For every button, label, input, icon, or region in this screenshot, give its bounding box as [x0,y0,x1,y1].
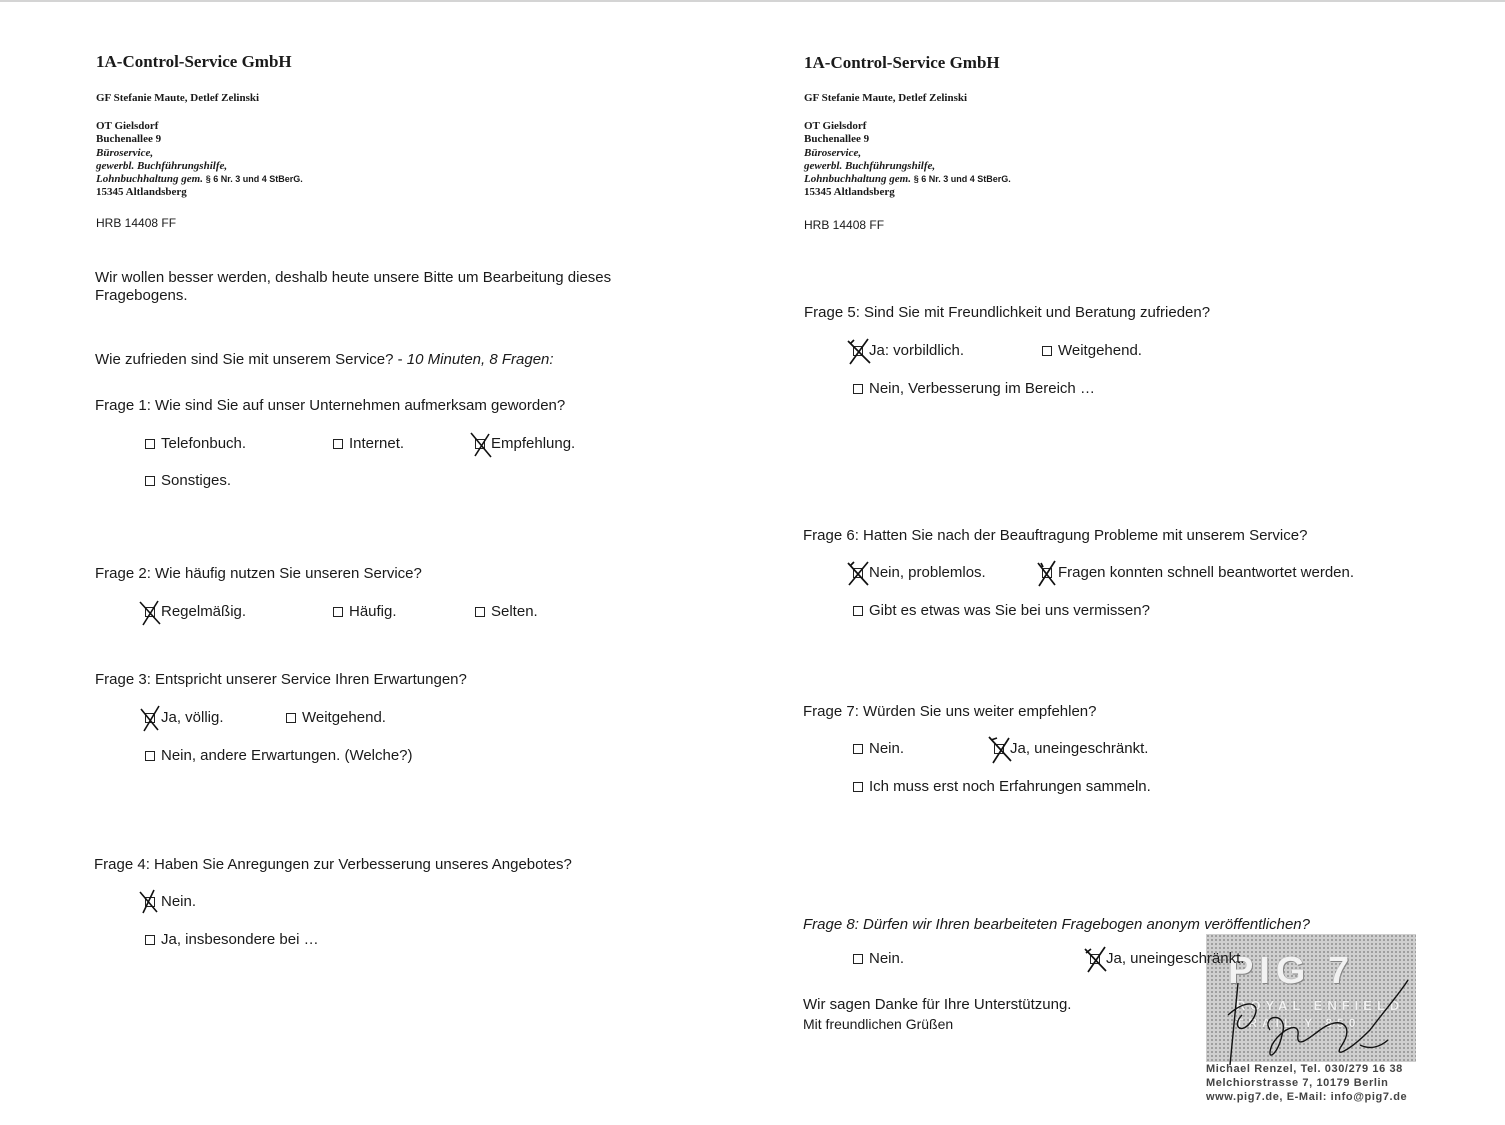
stamp-subtitle-2: TRAIL Y 850 [1236,1016,1361,1030]
q7-option-ja-uneingeschraenkt[interactable] [994,740,1148,757]
stamp-logo: PIG 7 [1228,950,1356,992]
q3-option-weitgehend[interactable] [286,709,386,726]
closing-greeting: Mit freundlichen Grüßen [803,1016,954,1032]
checked-checkbox-icon[interactable] [475,439,485,449]
company-address [96,120,303,200]
option-label: Nein, andere Erwartungen. (Welche?) [161,747,413,764]
q4-option-nein[interactable] [145,893,196,910]
address-line: Buchenallee 9 [804,133,870,146]
address-line: OT Gielsdorf [96,120,159,132]
option-label: Regelmäßig. [161,603,247,620]
cross-mark-icon [848,561,872,587]
cross-mark-icon [1085,947,1109,973]
checked-checkbox-icon[interactable] [1042,568,1052,578]
service-line: Lohnbuchhaltung gem. [804,173,911,186]
question-6: Frage 6: Hatten Sie nach der Beauftragung Probleme mit unserem Service? [803,527,1308,544]
cross-mark-icon [989,737,1015,763]
checkbox-icon[interactable] [145,935,155,945]
option-label: Ja: vorbildlich. [869,342,965,359]
option-label: Ja, uneingeschränkt. [1010,740,1149,757]
q1-option-sonstiges[interactable] [145,472,231,489]
checkbox-icon[interactable] [145,439,155,449]
checkbox-icon[interactable] [853,954,863,964]
q7-option-erfahrungen[interactable] [853,778,1151,795]
checkbox-icon[interactable] [1042,346,1052,356]
survey-title [95,351,554,368]
q2-option-regelmaessig[interactable] [145,603,246,620]
survey-title-main: Wie zufrieden sind Sie mit unserem Service? - [95,351,407,368]
q2-option-selten[interactable] [475,603,538,620]
law-reference: § 6 Nr. 3 und 4 StBerG. [913,174,1011,185]
company-name: 1A-Control-Service GmbH [96,52,292,71]
option-label: Telefonbuch. [161,435,247,452]
q5-option-ja-vorbildlich[interactable] [853,342,964,359]
option-label: Internet. [349,435,405,452]
question-2: Frage 2: Wie häufig nutzen Sie unseren Service? [95,565,422,582]
question-3: Frage 3: Entspricht unserer Service Ihren Erwartungen? [95,671,467,688]
survey-title-duration: 10 Minuten, 8 Fragen: [406,351,554,368]
company-address-right [804,120,1011,200]
q1-option-telefonbuch[interactable] [145,435,246,452]
service-line: Büroservice, [96,146,154,159]
scan-top-edge [0,0,1505,2]
register-number: HRB 14408 FF [96,216,177,230]
checked-checkbox-icon[interactable] [853,568,863,578]
checkbox-icon[interactable] [286,713,296,723]
stamp-address-line: Melchiorstrasse 7, 10179 Berlin [1206,1077,1389,1089]
register-number-right: HRB 14408 FF [804,218,885,232]
intro-text: Wir wollen besser werden, deshalb heute unsere Bitte um Bearbeitung dieses Fragebogens. [95,269,612,304]
cross-mark-icon [470,432,494,458]
question-7: Frage 7: Würden Sie uns weiter empfehlen? [803,703,1097,720]
option-label: Sonstiges. [161,472,232,489]
option-label: Nein, Verbesserung im Bereich … [869,380,1095,397]
option-label: Ja, völlig. [161,709,224,726]
checked-checkbox-icon[interactable] [145,897,155,907]
option-label: Nein, problemlos. [869,564,986,581]
q4-option-ja[interactable] [145,931,319,948]
cross-mark-icon [848,339,872,365]
q6-option-nein-problemlos[interactable] [853,564,986,581]
option-label: Häufig. [349,603,397,620]
address-line: Buchenallee 9 [96,133,162,146]
checkbox-icon[interactable] [333,439,343,449]
address-city: 15345 Altlandsberg [804,186,895,199]
question-8: Frage 8: Dürfen wir Ihren bearbeiteten Fragebogen anonym veröffentlichen? [803,916,1310,933]
q6-option-vermissen[interactable] [853,602,1150,619]
law-reference: § 6 Nr. 3 und 4 StBerG. [205,174,303,185]
checked-checkbox-icon[interactable] [145,607,155,617]
option-label: Selten. [491,603,538,620]
checked-checkbox-icon[interactable] [853,346,863,356]
q5-option-weitgehend[interactable] [1042,342,1142,359]
option-label: Ja, insbesondere bei … [161,931,319,948]
option-label: Fragen konnten schnell beantwortet werden. [1058,564,1355,581]
q1-option-internet[interactable] [333,435,404,452]
company-name-right: 1A-Control-Service GmbH [804,53,1000,72]
q3-option-ja-voellig[interactable] [145,709,224,726]
checked-checkbox-icon[interactable] [994,744,1004,754]
checkbox-icon[interactable] [853,606,863,616]
q6-option-fragen-beantwortet[interactable] [1042,564,1354,581]
managing-directors-right: GF Stefanie Maute, Detlef Zelinski [804,92,968,104]
q5-option-nein[interactable] [853,380,1095,397]
checkbox-icon[interactable] [145,476,155,486]
checkbox-icon[interactable] [853,384,863,394]
checkbox-icon[interactable] [145,751,155,761]
address-line: OT Gielsdorf [804,120,867,132]
address-city: 15345 Altlandsberg [96,186,187,199]
option-label: Nein. [161,893,197,910]
q8-option-ja-uneingeschraenkt[interactable] [1090,950,1244,967]
stamp-web-line: www.pig7.de, E-Mail: info@pig7.de [1206,1091,1408,1103]
cross-mark-icon [1037,561,1061,587]
option-label: Ich muss erst noch Erfahrungen sammeln. [869,778,1151,795]
question-1: Frage 1: Wie sind Sie auf unser Unternehmen aufmerksam geworden? [95,397,566,414]
checkbox-icon[interactable] [853,782,863,792]
option-label: Gibt es etwas was Sie bei uns vermissen? [869,602,1150,619]
question-5: Frage 5: Sind Sie mit Freundlichkeit und Beratung zufrieden? [804,304,1211,321]
handwritten-signature [1220,975,1420,1070]
stamp-subtitle: ROYAL ENFIELD [1236,998,1405,1013]
checked-checkbox-icon[interactable] [145,713,155,723]
option-label: Nein. [869,950,905,967]
service-line: Lohnbuchhaltung gem. [96,173,203,186]
checkbox-icon[interactable] [853,744,863,754]
option-label: Nein. [869,740,905,757]
service-line: gewerbl. Buchführungshilfe, [96,159,228,172]
cross-mark-icon [140,890,164,916]
option-label: Weitgehend. [1058,342,1142,359]
checkbox-icon[interactable] [333,607,343,617]
cross-mark-icon [140,600,164,626]
checked-checkbox-icon[interactable] [1090,954,1100,964]
q8-option-nein[interactable] [853,950,904,967]
q7-option-nein[interactable] [853,740,904,757]
q1-option-empfehlung[interactable] [475,435,575,452]
question-4: Frage 4: Haben Sie Anregungen zur Verbesserung unseres Angebotes? [94,856,572,873]
q2-option-haeufig[interactable] [333,603,397,620]
cross-mark-icon [140,706,164,732]
stamp-contact-line: Michael Renzel, Tel. 030/279 16 38 [1206,1063,1403,1075]
option-label: Ja, uneingeschränkt. [1106,950,1245,967]
checkbox-icon[interactable] [475,607,485,617]
service-line: Büroservice, [804,146,862,159]
managing-directors: GF Stefanie Maute, Detlef Zelinski [96,92,260,104]
option-label: Empfehlung. [491,435,576,452]
q3-option-nein[interactable] [145,747,413,764]
closing-thanks: Wir sagen Danke für Ihre Unterstützung. [803,996,1072,1013]
service-line: gewerbl. Buchführungshilfe, [804,159,936,172]
option-label: Weitgehend. [302,709,386,726]
